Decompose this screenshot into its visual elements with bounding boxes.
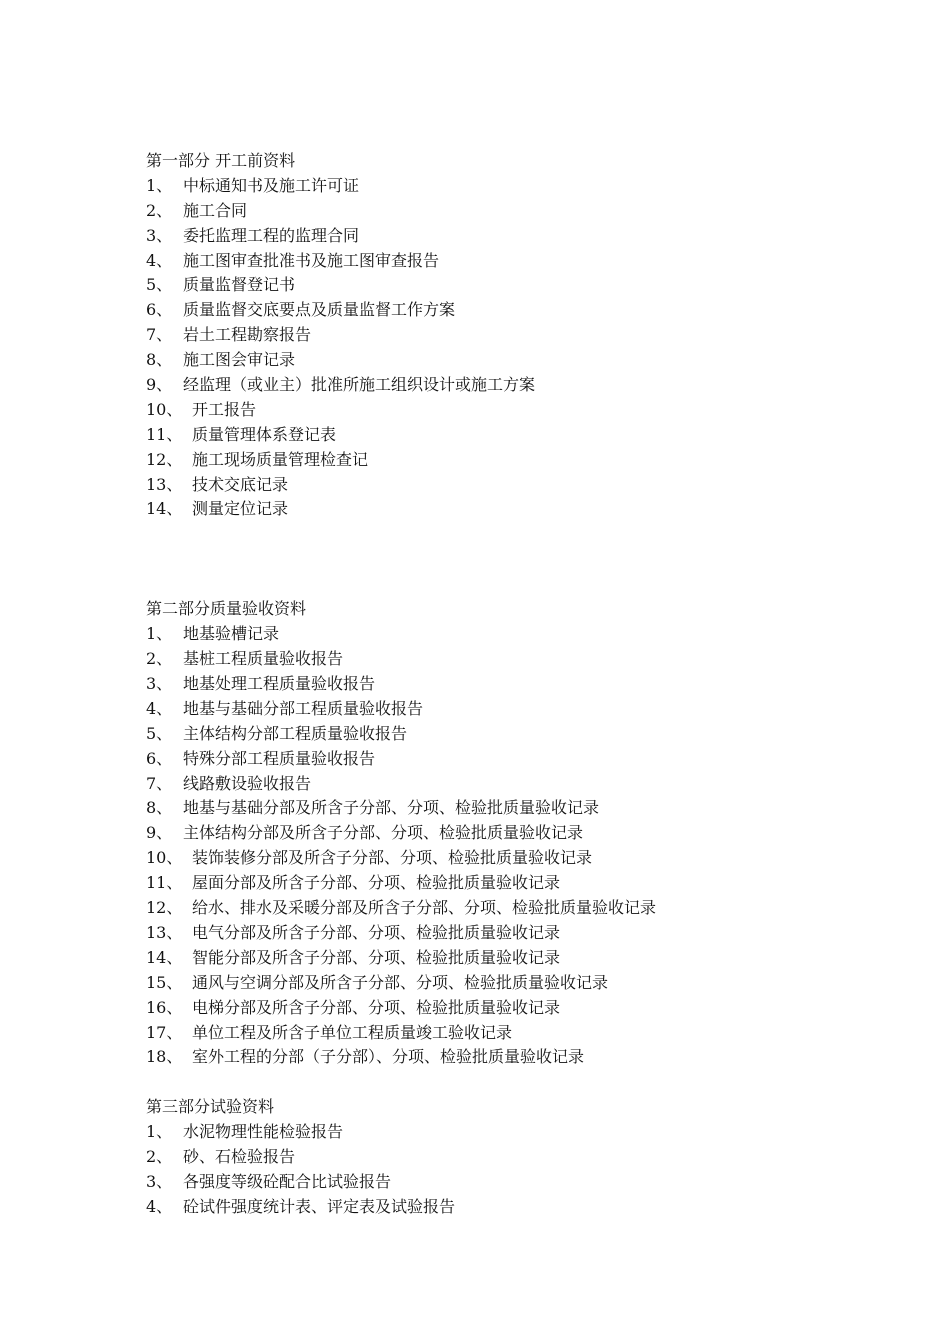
list-item <box>146 273 906 298</box>
item-text: 水泥物理性能检验报告 <box>183 1122 344 1142</box>
item-number: 1、 <box>146 175 173 195</box>
item-text: 装饰装修分部及所含子分部、分项、检验批质量验收记录 <box>192 848 593 868</box>
item-text: 电气分部及所含子分部、分项、检验批质量验收记录 <box>192 922 561 942</box>
list-item <box>146 224 906 249</box>
item-number: 7、 <box>146 325 173 345</box>
list-item <box>146 821 906 846</box>
item-number: 4、 <box>146 250 173 270</box>
item-number: 8、 <box>146 798 173 818</box>
list-item <box>146 174 906 199</box>
item-number: 4、 <box>146 698 173 718</box>
section-1-heading: 第一部分 开工前资料 <box>146 151 296 170</box>
item-text: 施工合同 <box>183 200 248 220</box>
item-text: 通风与空调分部及所含子分部、分项、检验批质量验收记录 <box>192 972 609 992</box>
item-number: 2、 <box>146 200 173 220</box>
item-number: 1、 <box>146 1122 173 1142</box>
item-number: 10、 <box>146 848 183 868</box>
item-text: 质量监督交底要点及质量监督工作方案 <box>183 300 456 320</box>
list-item <box>146 1120 906 1145</box>
item-number: 11、 <box>146 873 183 893</box>
list-item <box>146 672 906 697</box>
list-item <box>146 249 906 274</box>
item-text: 基桩工程质量验收报告 <box>183 649 344 669</box>
list-item <box>146 647 906 672</box>
item-number: 13、 <box>146 922 183 942</box>
item-number: 12、 <box>146 898 183 918</box>
item-text: 测量定位记录 <box>192 499 289 519</box>
item-number: 16、 <box>146 997 183 1017</box>
item-text: 各强度等级砼配合比试验报告 <box>183 1171 392 1191</box>
list-item <box>146 996 906 1021</box>
list-item <box>146 1195 906 1220</box>
item-text: 技术交底记录 <box>192 474 289 494</box>
item-number: 8、 <box>146 350 173 370</box>
list-item <box>146 747 906 772</box>
item-text: 线路敷设验收报告 <box>183 773 312 793</box>
list-item <box>146 697 906 722</box>
item-number: 5、 <box>146 275 173 295</box>
list-item <box>146 1021 906 1046</box>
list-item <box>146 373 906 398</box>
list-item <box>146 323 906 348</box>
list-item <box>146 971 906 996</box>
list-item <box>146 497 906 522</box>
item-number: 6、 <box>146 300 173 320</box>
item-number: 3、 <box>146 1171 173 1191</box>
list-item <box>146 722 906 747</box>
item-text: 施工图会审记录 <box>183 350 296 370</box>
item-number: 3、 <box>146 225 173 245</box>
list-item <box>146 473 906 498</box>
list-item <box>146 348 906 373</box>
list-item <box>146 946 906 971</box>
item-text: 主体结构分部工程质量验收报告 <box>183 723 408 743</box>
item-number: 5、 <box>146 723 173 743</box>
item-number: 12、 <box>146 449 183 469</box>
item-number: 11、 <box>146 424 183 444</box>
item-text: 地基处理工程质量验收报告 <box>183 674 376 694</box>
list-item <box>146 796 906 821</box>
section-3-heading: 第三部分试验资料 <box>146 1097 275 1117</box>
item-number: 2、 <box>146 1147 173 1167</box>
item-number: 9、 <box>146 823 173 843</box>
item-number: 14、 <box>146 947 183 967</box>
list-item <box>146 896 906 921</box>
list-item <box>146 772 906 797</box>
list-item <box>146 199 906 224</box>
item-text: 单位工程及所含子单位工程质量竣工验收记录 <box>192 1022 513 1042</box>
item-text: 给水、排水及采暖分部及所含子分部、分项、检验批质量验收记录 <box>192 898 657 918</box>
item-text: 屋面分部及所含子分部、分项、检验批质量验收记录 <box>192 873 561 893</box>
section-2-heading: 第二部分质量验收资料 <box>146 599 307 619</box>
item-text: 施工图审查批准书及施工图审查报告 <box>183 250 440 270</box>
item-number: 3、 <box>146 674 173 694</box>
item-text: 室外工程的分部（子分部）、分项、检验批质量验收记录 <box>192 1047 585 1067</box>
list-item <box>146 298 906 323</box>
document-page <box>146 149 906 1220</box>
section-spacer <box>146 522 906 597</box>
list-item <box>146 448 906 473</box>
item-number: 13、 <box>146 474 183 494</box>
item-text: 地基验槽记录 <box>183 624 280 644</box>
item-text: 开工报告 <box>192 399 257 419</box>
item-number: 10、 <box>146 399 183 419</box>
item-number: 14、 <box>146 499 183 519</box>
list-item <box>146 1045 906 1070</box>
item-text: 砼试件强度统计表、评定表及试验报告 <box>183 1196 456 1216</box>
item-text: 中标通知书及施工许可证 <box>183 175 360 195</box>
item-text: 地基与基础分部及所含子分部、分项、检验批质量验收记录 <box>183 798 600 818</box>
item-number: 15、 <box>146 972 183 992</box>
item-text: 委托监理工程的监理合同 <box>183 225 360 245</box>
list-item <box>146 1145 906 1170</box>
item-number: 7、 <box>146 773 173 793</box>
item-number: 18、 <box>146 1047 183 1067</box>
item-number: 9、 <box>146 375 173 395</box>
list-item <box>146 846 906 871</box>
item-text: 砂、石检验报告 <box>183 1147 296 1167</box>
item-text: 主体结构分部及所含子分部、分项、检验批质量验收记录 <box>183 823 584 843</box>
item-text: 质量监督登记书 <box>183 275 296 295</box>
item-number: 6、 <box>146 748 173 768</box>
item-number: 4、 <box>146 1196 173 1216</box>
item-text: 地基与基础分部工程质量验收报告 <box>183 698 424 718</box>
item-text: 经监理（或业主）批准所施工组织设计或施工方案 <box>183 375 536 395</box>
item-number: 17、 <box>146 1022 183 1042</box>
item-text: 特殊分部工程质量验收报告 <box>183 748 376 768</box>
section-spacer <box>146 1070 906 1095</box>
list-item <box>146 921 906 946</box>
item-number: 1、 <box>146 624 173 644</box>
item-text: 智能分部及所含子分部、分项、检验批质量验收记录 <box>192 947 561 967</box>
list-item <box>146 871 906 896</box>
item-text: 电梯分部及所含子分部、分项、检验批质量验收记录 <box>192 997 561 1017</box>
list-item <box>146 423 906 448</box>
item-text: 施工现场质量管理检查记 <box>192 449 369 469</box>
list-item <box>146 398 906 423</box>
item-number: 2、 <box>146 649 173 669</box>
item-text: 岩土工程勘察报告 <box>183 325 312 345</box>
list-item <box>146 1170 906 1195</box>
item-text: 质量管理体系登记表 <box>192 424 337 444</box>
list-item <box>146 622 906 647</box>
